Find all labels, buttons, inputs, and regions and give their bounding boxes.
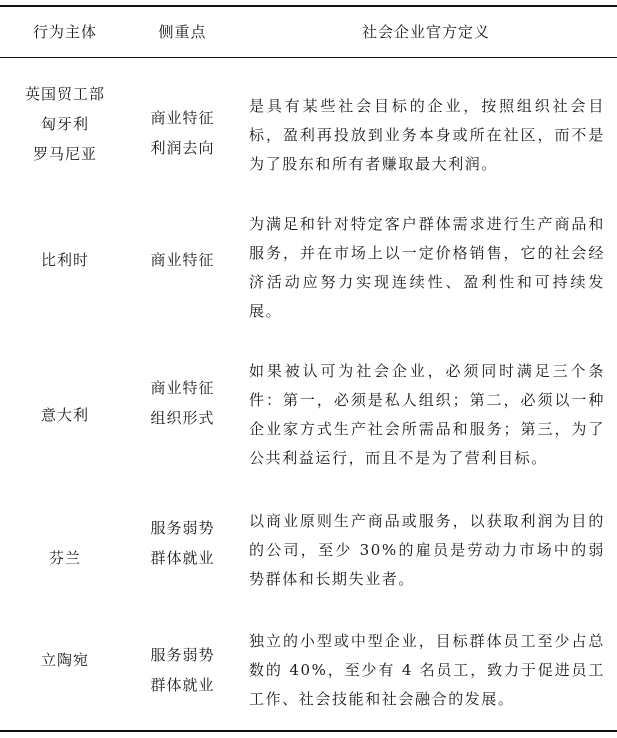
table-row-1-actors: [0, 79, 130, 169]
focus-label: 利润去向: [150, 139, 215, 157]
actor-label: 罗马尼亚: [32, 145, 97, 163]
table-top-rule: [0, 5, 617, 7]
table-row-4-focus: [130, 513, 235, 573]
focus-label: 服务弱势: [150, 519, 215, 537]
table-row-3-actors: [0, 400, 130, 430]
header-focus: 侧重点: [158, 23, 207, 41]
actor-label: 立陶宛: [40, 651, 89, 669]
header-definition: 社会企业官方定义: [361, 23, 490, 41]
actor-label: 芬兰: [48, 549, 81, 567]
table-row-2-actors: [0, 245, 130, 275]
table-row-4-definition: 以商业原则生产商品或服务，以获取利润为目的的公司，至少 30%的雇员是劳动力市场中的弱势群体和长期失业者。: [249, 512, 605, 588]
actor-label: 英国贸工部: [24, 85, 105, 103]
table-row-2-focus: [130, 245, 235, 275]
actor-label: 意大利: [40, 406, 89, 424]
table-row-5-definition: 独立的小型或中型企业，目标群体员工至少占总数的 40%，至少有 4 名员工，致力于促进员工工作、社会技能和社会融合的发展。: [249, 632, 605, 708]
table-row-3-focus: [130, 373, 235, 433]
table-bottom-rule: [0, 730, 617, 732]
focus-label: 群体就业: [150, 676, 215, 694]
header-rule: [0, 57, 617, 58]
focus-label: 商业特征: [150, 109, 215, 127]
actor-label: 匈牙利: [40, 115, 89, 133]
table-row-2-definition: 为满足和针对特定客户群体需求进行生产商品和服务，并在市场上以一定价格销售，它的社会经济活动应努力实现连续性、盈利性和可持续发展。: [249, 215, 605, 320]
header-actor: 行为主体: [32, 23, 97, 41]
focus-label: 组织形式: [150, 409, 215, 427]
focus-label: 商业特征: [150, 251, 215, 269]
table-row-3-definition: 如果被认可为社会企业，必须同时满足三个条件：第一，必须是私人组织；第二，必须以一种企业家方式生产社会所需品和服务；第三，为了公共利益运行，而且不是为了营利目标。: [249, 362, 605, 467]
table-row-1-definition: 是具有某些社会目标的企业，按照组织社会目标，盈利再投放到业务本身或所在社区，而不是为了股东和所有者赚取最大利润。: [249, 97, 605, 173]
focus-label: 服务弱势: [150, 646, 215, 664]
actor-label: 比利时: [40, 251, 89, 269]
focus-label: 群体就业: [150, 549, 215, 567]
focus-label: 商业特征: [150, 379, 215, 397]
table-row-1-focus: [130, 103, 235, 163]
table-row-5-actors: [0, 645, 130, 675]
table-row-5-focus: [130, 640, 235, 700]
table-row-4-actors: [0, 543, 130, 573]
